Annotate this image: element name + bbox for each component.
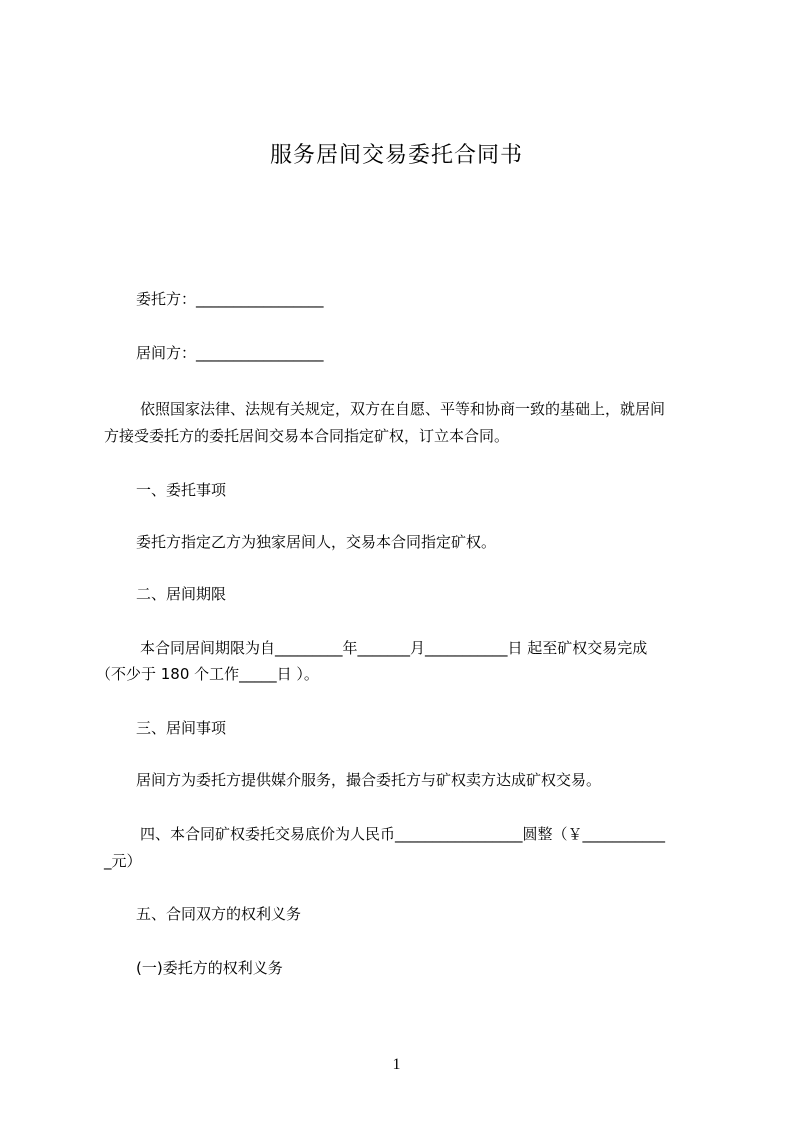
section-2-text-line-1: 本合同居间期限为自_________年_______月___________日 起至矿权交易完成: [140, 639, 648, 657]
preamble-line-1: 依照国家法律、法规有关规定，双方在自愿、平等和协商一致的基础上，就居间: [140, 400, 666, 418]
section-1-heading: 一、委托事项: [136, 481, 227, 499]
section-3-text: 居间方为委托方提供媒介服务，撮合委托方与矿权卖方达成矿权交易。: [136, 771, 602, 789]
section-5-heading: 五、合同双方的权利义务: [136, 905, 302, 923]
section-2-heading: 二、居间期限: [136, 585, 227, 603]
page-number: 1: [392, 1056, 401, 1073]
intermediary-party-line: 居间方：_________________: [136, 344, 324, 362]
preamble-line-2: 方接受委托方的委托居间交易本合同指定矿权，订立本合同。: [104, 427, 510, 445]
section-4-line-1: 四、本合同矿权委托交易底价为人民币_________________圆整（￥___________: [140, 825, 666, 843]
section-1-text: 委托方指定乙方为独家居间人，交易本合同指定矿权。: [136, 533, 497, 551]
section-2-text-line-2: （不少于 180 个工作_____日 ）。: [96, 665, 319, 683]
document-title: 服务居间交易委托合同书: [269, 143, 523, 168]
section-4-line-2: _元）: [104, 852, 142, 870]
subsection-1-heading: (一)委托方的权利义务: [136, 959, 283, 977]
section-3-heading: 三、居间事项: [136, 719, 227, 737]
client-party-line: 委托方：_________________: [136, 290, 324, 308]
